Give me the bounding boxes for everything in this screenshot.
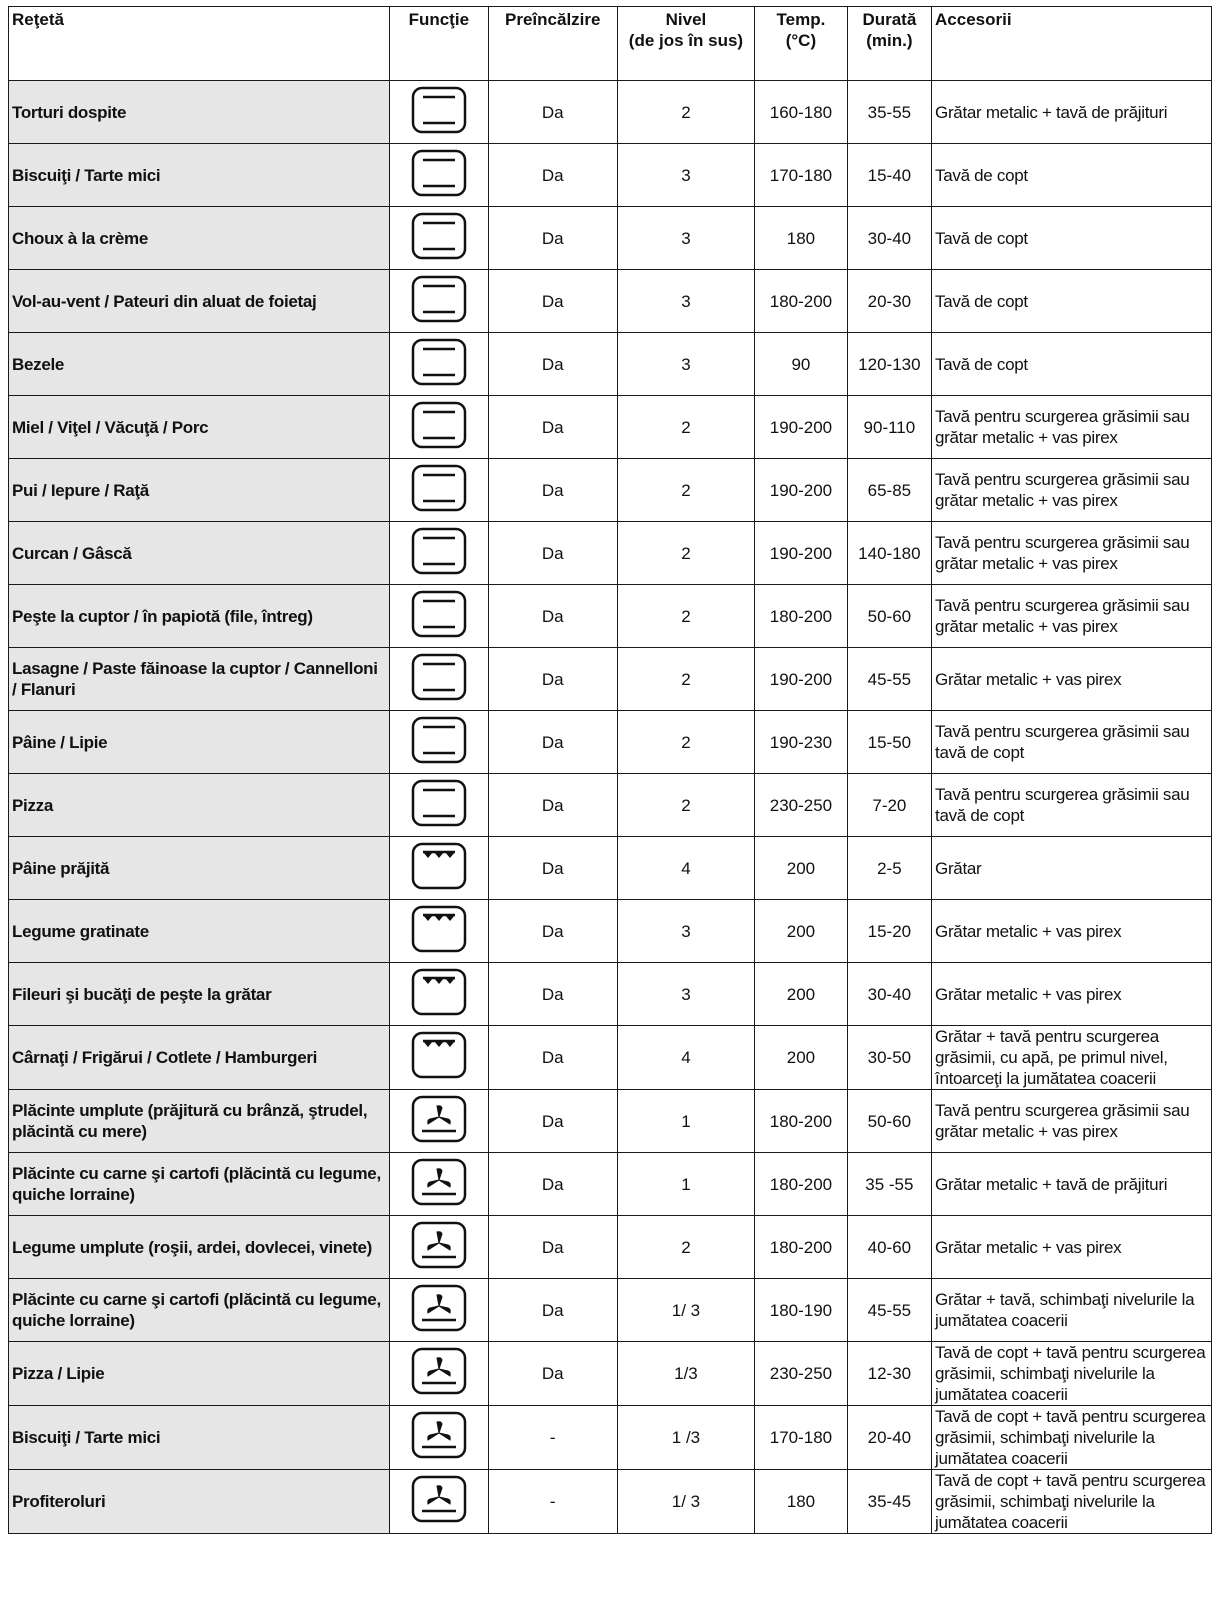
recipe-cell: Biscuiţi / Tarte mici: [9, 1406, 390, 1470]
preheat-cell: Da: [488, 270, 617, 333]
temp-cell: 180: [755, 207, 848, 270]
preheat-cell: Da: [488, 396, 617, 459]
conventional-icon: [410, 715, 468, 770]
fan-icon: [410, 1346, 468, 1401]
function-cell: [389, 1026, 488, 1090]
temp-cell: 170-180: [755, 1406, 848, 1470]
level-cell: 4: [617, 1026, 754, 1090]
level-cell: 3: [617, 333, 754, 396]
function-cell: [389, 144, 488, 207]
duration-cell: 35-55: [847, 81, 931, 144]
table-row: [9, 1090, 1212, 1153]
function-cell: [389, 1406, 488, 1470]
recipe-cell: Biscuiţi / Tarte mici: [9, 144, 390, 207]
duration-cell: 7-20: [847, 774, 931, 837]
table-row: [9, 1153, 1212, 1216]
function-cell: [389, 1153, 488, 1216]
temp-cell: 180-200: [755, 1090, 848, 1153]
level-cell: 1: [617, 1090, 754, 1153]
conventional-icon: [410, 148, 468, 203]
temp-cell: 190-230: [755, 711, 848, 774]
function-cell: [389, 711, 488, 774]
level-cell: 2: [617, 711, 754, 774]
recipe-cell: Torturi dospite: [9, 81, 390, 144]
duration-cell: 30-40: [847, 963, 931, 1026]
temp-cell: 170-180: [755, 144, 848, 207]
accessories-cell: Tavă de copt: [932, 270, 1212, 333]
header-temp: [755, 7, 848, 81]
duration-cell: 90-110: [847, 396, 931, 459]
temp-cell: 180-200: [755, 1216, 848, 1279]
level-cell: 3: [617, 207, 754, 270]
accessories-cell: Tavă de copt: [932, 333, 1212, 396]
grill-icon: [410, 1030, 468, 1085]
conventional-icon: [410, 274, 468, 329]
temp-cell: 180-200: [755, 270, 848, 333]
duration-cell: 40-60: [847, 1216, 931, 1279]
preheat-cell: Da: [488, 837, 617, 900]
table-row: [9, 900, 1212, 963]
conventional-icon: [410, 463, 468, 518]
recipe-cell: Legume umplute (roşii, ardei, dovlecei, vinete): [9, 1216, 390, 1279]
accessories-cell: Tavă de copt + tavă pentru scurgerea grăsimii, schimbaţi nivelurile la jumătatea coacerii: [932, 1406, 1212, 1470]
recipe-cell: Pâine / Lipie: [9, 711, 390, 774]
duration-cell: 35 -55: [847, 1153, 931, 1216]
accessories-cell: Grătar metalic + vas pirex: [932, 963, 1212, 1026]
header-temp-line2: (°C): [785, 31, 817, 50]
temp-cell: 90: [755, 333, 848, 396]
grill-icon: [410, 967, 468, 1022]
preheat-cell: Da: [488, 144, 617, 207]
accessories-cell: Grătar metalic + vas pirex: [932, 900, 1212, 963]
function-cell: [389, 585, 488, 648]
duration-cell: 45-55: [847, 648, 931, 711]
header-recipe: Reţetă: [9, 7, 390, 81]
header-duration-line2: (min.): [866, 31, 913, 50]
duration-cell: 15-40: [847, 144, 931, 207]
conventional-icon: [410, 85, 468, 140]
table-row: [9, 963, 1212, 1026]
recipe-cell: Pizza / Lipie: [9, 1342, 390, 1406]
level-cell: 2: [617, 81, 754, 144]
header-level-line1: Nivel: [665, 10, 707, 29]
fan-icon: [410, 1094, 468, 1149]
fan-icon: [410, 1283, 468, 1338]
level-cell: 1/ 3: [617, 1279, 754, 1342]
header-function: Funcţie: [389, 7, 488, 81]
duration-cell: 2-5: [847, 837, 931, 900]
table-row: [9, 711, 1212, 774]
preheat-cell: Da: [488, 1153, 617, 1216]
table-row: [9, 1470, 1212, 1534]
preheat-cell: Da: [488, 900, 617, 963]
duration-cell: 30-50: [847, 1026, 931, 1090]
accessories-cell: Tavă pentru scurgerea grăsimii sau grătar metalic + vas pirex: [932, 522, 1212, 585]
temp-cell: 180: [755, 1470, 848, 1534]
temp-cell: 190-200: [755, 522, 848, 585]
duration-cell: 35-45: [847, 1470, 931, 1534]
accessories-cell: Grătar + tavă, schimbaţi nivelurile la jumătatea coacerii: [932, 1279, 1212, 1342]
level-cell: 2: [617, 459, 754, 522]
preheat-cell: Da: [488, 1279, 617, 1342]
header-duration-line1: Durată: [862, 10, 917, 29]
function-cell: [389, 1279, 488, 1342]
duration-cell: 65-85: [847, 459, 931, 522]
header-level-line2: (de jos în sus): [628, 31, 744, 50]
header-accessories: Accesorii: [932, 7, 1212, 81]
function-cell: [389, 270, 488, 333]
table-row: [9, 144, 1212, 207]
accessories-cell: Tavă pentru scurgerea grăsimii sau grătar metalic + vas pirex: [932, 1090, 1212, 1153]
conventional-icon: [410, 589, 468, 644]
accessories-cell: Tavă pentru scurgerea grăsimii sau tavă de copt: [932, 711, 1212, 774]
table-row: [9, 522, 1212, 585]
function-cell: [389, 1470, 488, 1534]
table-row: [9, 270, 1212, 333]
level-cell: 3: [617, 270, 754, 333]
function-cell: [389, 396, 488, 459]
duration-cell: 120-130: [847, 333, 931, 396]
table-row: [9, 1342, 1212, 1406]
temp-cell: 200: [755, 963, 848, 1026]
table-row: [9, 1216, 1212, 1279]
table-row: [9, 1279, 1212, 1342]
preheat-cell: Da: [488, 81, 617, 144]
preheat-cell: Da: [488, 774, 617, 837]
preheat-cell: Da: [488, 585, 617, 648]
accessories-cell: Tavă de copt: [932, 144, 1212, 207]
table-row: [9, 1026, 1212, 1090]
temp-cell: 180-200: [755, 1153, 848, 1216]
recipe-cell: Plăcinte umplute (prăjitură cu brânză, ştrudel, plăcintă cu mere): [9, 1090, 390, 1153]
recipe-cell: Plăcinte cu carne şi cartofi (plăcintă cu legume, quiche lorraine): [9, 1153, 390, 1216]
conventional-icon: [410, 778, 468, 833]
table-row: [9, 648, 1212, 711]
preheat-cell: Da: [488, 963, 617, 1026]
function-cell: [389, 648, 488, 711]
function-cell: [389, 1342, 488, 1406]
recipe-cell: Profiteroluri: [9, 1470, 390, 1534]
function-cell: [389, 81, 488, 144]
conventional-icon: [410, 400, 468, 455]
accessories-cell: Tavă de copt: [932, 207, 1212, 270]
accessories-cell: Grătar metalic + tavă de prăjituri: [932, 81, 1212, 144]
temp-cell: 200: [755, 900, 848, 963]
table-row: [9, 207, 1212, 270]
table-row: [9, 837, 1212, 900]
fan-icon: [410, 1157, 468, 1212]
level-cell: 3: [617, 963, 754, 1026]
preheat-cell: Da: [488, 711, 617, 774]
fan-icon: [410, 1474, 468, 1529]
recipe-cell: Pâine prăjită: [9, 837, 390, 900]
grill-icon: [410, 904, 468, 959]
level-cell: 1/3: [617, 1342, 754, 1406]
temp-cell: 190-200: [755, 459, 848, 522]
table-row: [9, 774, 1212, 837]
level-cell: 2: [617, 396, 754, 459]
duration-cell: 20-30: [847, 270, 931, 333]
function-cell: [389, 774, 488, 837]
preheat-cell: Da: [488, 1342, 617, 1406]
recipe-cell: Vol-au-vent / Pateuri din aluat de foietaj: [9, 270, 390, 333]
header-duration: [847, 7, 931, 81]
recipe-cell: Pizza: [9, 774, 390, 837]
recipe-cell: Cârnaţi / Frigărui / Cotlete / Hamburgeri: [9, 1026, 390, 1090]
function-cell: [389, 333, 488, 396]
table-row: [9, 333, 1212, 396]
table-body: [9, 81, 1212, 1534]
table-row: [9, 81, 1212, 144]
level-cell: 2: [617, 522, 754, 585]
preheat-cell: Da: [488, 648, 617, 711]
temp-cell: 180-190: [755, 1279, 848, 1342]
preheat-cell: Da: [488, 207, 617, 270]
table-row: [9, 1406, 1212, 1470]
temp-cell: 190-200: [755, 648, 848, 711]
preheat-cell: Da: [488, 522, 617, 585]
function-cell: [389, 522, 488, 585]
accessories-cell: Grătar: [932, 837, 1212, 900]
preheat-cell: Da: [488, 333, 617, 396]
duration-cell: 140-180: [847, 522, 931, 585]
duration-cell: 45-55: [847, 1279, 931, 1342]
accessories-cell: Tavă pentru scurgerea grăsimii sau grătar metalic + vas pirex: [932, 459, 1212, 522]
accessories-cell: Grătar metalic + tavă de prăjituri: [932, 1153, 1212, 1216]
preheat-cell: Da: [488, 1090, 617, 1153]
duration-cell: 15-50: [847, 711, 931, 774]
accessories-cell: Tavă pentru scurgerea grăsimii sau tavă de copt: [932, 774, 1212, 837]
preheat-cell: -: [488, 1406, 617, 1470]
header-row: [9, 7, 1212, 81]
function-cell: [389, 963, 488, 1026]
conventional-icon: [410, 652, 468, 707]
table-row: [9, 396, 1212, 459]
temp-cell: 200: [755, 1026, 848, 1090]
recipe-cell: Peşte la cuptor / în papiotă (file, întreg): [9, 585, 390, 648]
recipe-cell: Choux à la crème: [9, 207, 390, 270]
recipe-cell: Lasagne / Paste făinoase la cuptor / Cannelloni / Flanuri: [9, 648, 390, 711]
accessories-cell: Tavă de copt + tavă pentru scurgerea grăsimii, schimbaţi nivelurile la jumătatea coacerii: [932, 1470, 1212, 1534]
function-cell: [389, 207, 488, 270]
duration-cell: 50-60: [847, 585, 931, 648]
level-cell: 3: [617, 900, 754, 963]
recipe-cell: Bezele: [9, 333, 390, 396]
level-cell: 3: [617, 144, 754, 207]
recipe-cell: Pui / Iepure / Raţă: [9, 459, 390, 522]
accessories-cell: Grătar metalic + vas pirex: [932, 1216, 1212, 1279]
accessories-cell: Grătar metalic + vas pirex: [932, 648, 1212, 711]
preheat-cell: Da: [488, 1216, 617, 1279]
function-cell: [389, 1090, 488, 1153]
recipe-cell: Curcan / Gâscă: [9, 522, 390, 585]
header-temp-line1: Temp.: [776, 10, 826, 29]
accessories-cell: Tavă pentru scurgerea grăsimii sau grătar metalic + vas pirex: [932, 396, 1212, 459]
table-row: [9, 459, 1212, 522]
conventional-icon: [410, 337, 468, 392]
temp-cell: 190-200: [755, 396, 848, 459]
duration-cell: 20-40: [847, 1406, 931, 1470]
conventional-icon: [410, 526, 468, 581]
temp-cell: 180-200: [755, 585, 848, 648]
accessories-cell: Tavă pentru scurgerea grăsimii sau grătar metalic + vas pirex: [932, 585, 1212, 648]
accessories-cell: Tavă de copt + tavă pentru scurgerea grăsimii, schimbaţi nivelurile la jumătatea coacerii: [932, 1342, 1212, 1406]
temp-cell: 230-250: [755, 774, 848, 837]
preheat-cell: Da: [488, 459, 617, 522]
level-cell: 1: [617, 1153, 754, 1216]
function-cell: [389, 900, 488, 963]
recipe-cell: Legume gratinate: [9, 900, 390, 963]
cooking-table: [8, 6, 1212, 1534]
recipe-cell: Plăcinte cu carne şi cartofi (plăcintă cu legume, quiche lorraine): [9, 1279, 390, 1342]
header-preheat: Preîncălzire: [488, 7, 617, 81]
duration-cell: 30-40: [847, 207, 931, 270]
duration-cell: 12-30: [847, 1342, 931, 1406]
fan-icon: [410, 1220, 468, 1275]
function-cell: [389, 1216, 488, 1279]
duration-cell: 50-60: [847, 1090, 931, 1153]
conventional-icon: [410, 211, 468, 266]
level-cell: 2: [617, 585, 754, 648]
recipe-cell: Fileuri şi bucăţi de peşte la grătar: [9, 963, 390, 1026]
grill-icon: [410, 841, 468, 896]
preheat-cell: -: [488, 1470, 617, 1534]
level-cell: 2: [617, 1216, 754, 1279]
temp-cell: 200: [755, 837, 848, 900]
recipe-cell: Miel / Viţel / Văcuţă / Porc: [9, 396, 390, 459]
function-cell: [389, 459, 488, 522]
fan-icon: [410, 1410, 468, 1465]
level-cell: 4: [617, 837, 754, 900]
accessories-cell: Grătar + tavă pentru scurgerea grăsimii, cu apă, pe primul nivel, întoarceţi la jumătatea coacerii: [932, 1026, 1212, 1090]
temp-cell: 230-250: [755, 1342, 848, 1406]
table-row: [9, 585, 1212, 648]
function-cell: [389, 837, 488, 900]
temp-cell: 160-180: [755, 81, 848, 144]
header-level: [617, 7, 754, 81]
level-cell: 2: [617, 774, 754, 837]
level-cell: 1/ 3: [617, 1470, 754, 1534]
duration-cell: 15-20: [847, 900, 931, 963]
preheat-cell: Da: [488, 1026, 617, 1090]
level-cell: 2: [617, 648, 754, 711]
level-cell: 1 /3: [617, 1406, 754, 1470]
